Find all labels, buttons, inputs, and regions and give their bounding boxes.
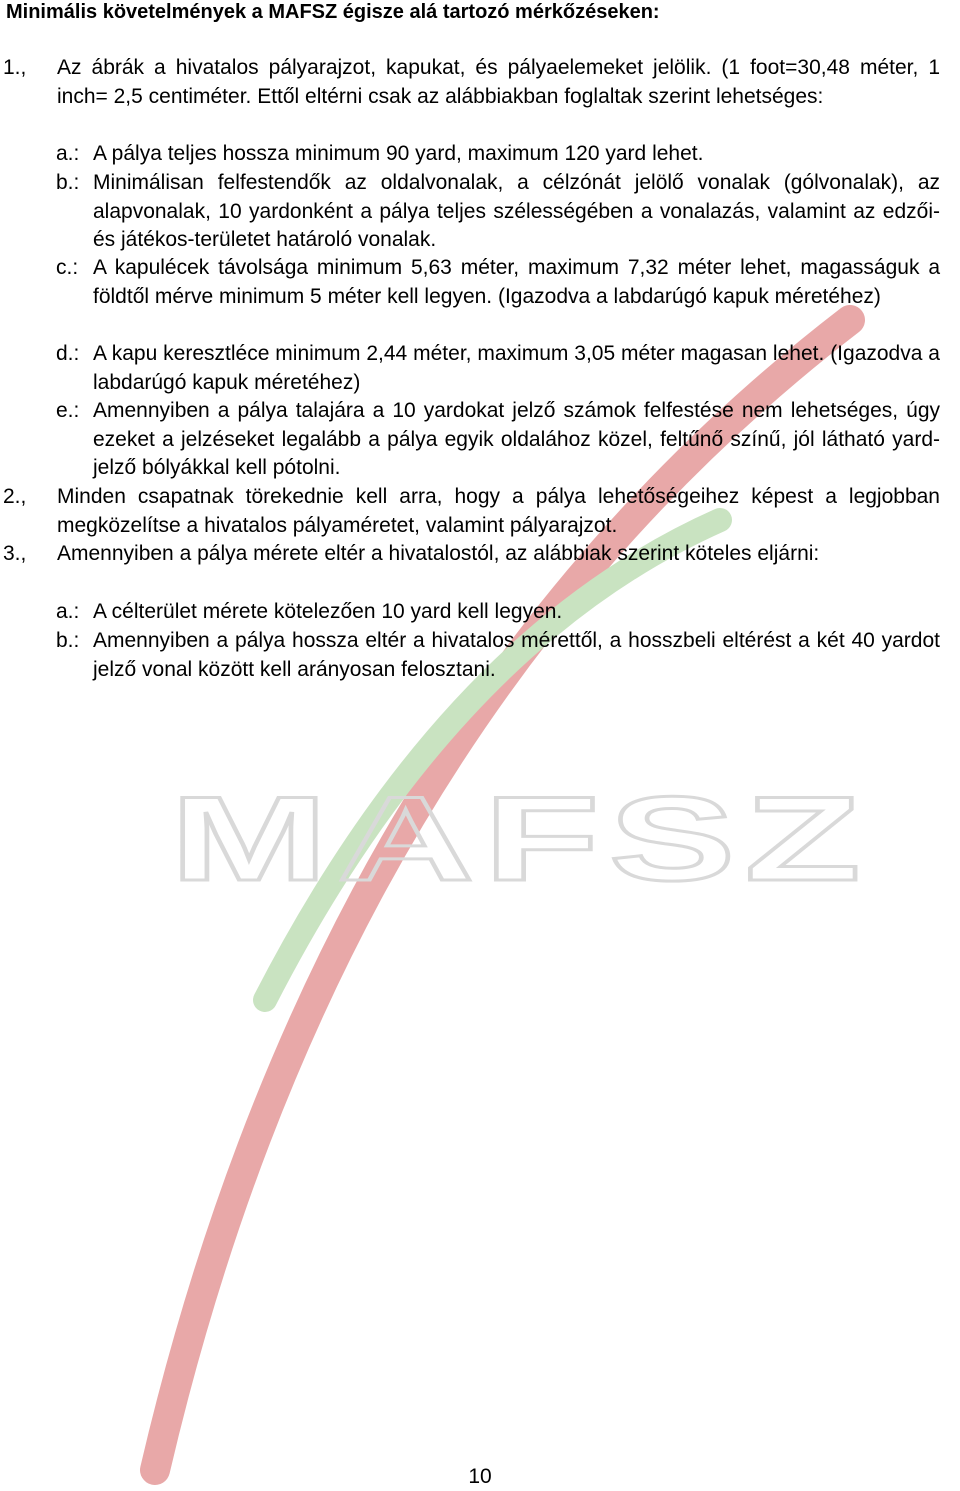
sub-list-item [56, 627, 940, 684]
subitem-marker: c.: [56, 256, 79, 279]
page-number: 10 [468, 1465, 492, 1488]
sub-list-item [56, 397, 940, 483]
item-text: Minden csapatnak törekednie kell arra, hogy a pálya lehetőségeihez képest a legjobban megközelítse a hivatalos pályaméretet, valamint pályarajzot. [57, 485, 940, 537]
page-heading: Minimális követelmények a MAFSZ égisze alá tartozó mérkőzéseken: [6, 1, 660, 23]
subitem-marker: b.: [56, 629, 80, 652]
item-text: Amennyiben a pálya mérete eltér a hivatalostól, az alábbiak szerint köteles eljárni: [57, 542, 820, 565]
list-item [3, 540, 940, 569]
subitem-text: A kapu keresztléce minimum 2,44 méter, maximum 3,05 méter magasan lehet. (Igazodva a labdarúgó kapuk méretéhez) [93, 342, 940, 394]
subitem-text: Amennyiben a pálya talajára a 10 yardokat jelző számok felfestése nem lehetséges, úgy ezeket a jelzéseket legalább a pálya egyik oldalához közel, feltűnő színű, jól látható yard-jelző bólyákkal kell pótolni. [93, 399, 940, 480]
list-item [3, 54, 940, 111]
watermark-logo-text: MAFSZ [170, 772, 870, 906]
subitem-text: Minimálisan felfestendők az oldalvonalak, a célzónát jelölő vonalak (gólvonalak), az alapvonalak, 10 yardonként a pálya teljes szélességében a vonalazás, valamint az edzői- és játékos-területet határoló vonalak. [93, 171, 940, 252]
subitem-marker: a.: [56, 142, 80, 165]
sub-list-item [56, 254, 940, 311]
subitem-marker: b.: [56, 171, 80, 194]
subitem-text: A célterület mérete kötelezően 10 yard kell legyen. [93, 600, 563, 623]
subitem-marker: e.: [56, 399, 80, 422]
subitem-text: A kapulécek távolsága minimum 5,63 méter, maximum 7,32 méter lehet, magasságuk a földtől mérve minimum 5 méter kell legyen. (Igazodva a labdarúgó kapuk méretéhez) [93, 256, 940, 308]
item-marker: 1., [3, 56, 27, 79]
subitem-text: A pálya teljes hossza minimum 90 yard, maximum 120 yard lehet. [93, 142, 704, 165]
sub-list-item [56, 169, 940, 255]
list-item [3, 483, 940, 540]
subitem-marker: d.: [56, 342, 80, 365]
item-marker: 3., [3, 542, 27, 565]
subitem-text: Amennyiben a pálya hossza eltér a hivatalos mérettől, a hosszbeli eltérést a két 40 yardot jelző vonal között kell arányosan felosztani. [93, 629, 940, 681]
item-text: Az ábrák a hivatalos pályarajzot, kapukat, és pályaelemeket jelölik. (1 foot=30,48 méter, 1 inch= 2,5 centiméter. Ettől eltérni csak az alábbiakban foglaltak szerint lehetséges: [57, 56, 940, 108]
sub-list-item [56, 598, 940, 627]
subitem-marker: a.: [56, 600, 80, 623]
sub-list-item [56, 140, 940, 169]
item-marker: 2., [3, 485, 27, 508]
sub-list-item [56, 340, 940, 397]
